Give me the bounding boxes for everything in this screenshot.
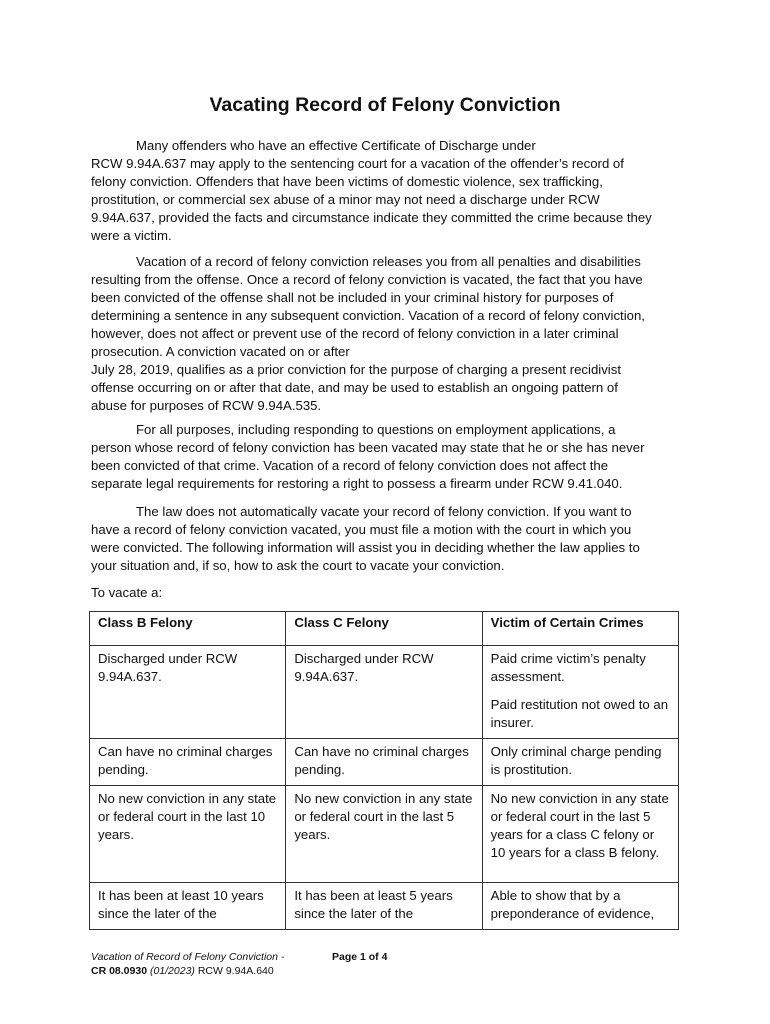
table-cell <box>286 883 482 930</box>
page-number: Page 1 of 4 <box>332 951 388 963</box>
paragraph-line: felony conviction. Offenders that have been victims of domestic violence, sex trafficking, <box>91 174 603 189</box>
table-cell <box>90 646 286 739</box>
cell-text: Discharged under RCW 9.94A.637. <box>98 651 238 684</box>
table-cell <box>90 786 286 883</box>
paragraph-line: For all purposes, including responding to questions on employment applications, a <box>136 422 616 437</box>
table-intro: To vacate a: <box>91 585 163 600</box>
paragraph-line: however, does not affect or prevent use of the record of felony conviction in a later criminal <box>91 326 619 341</box>
paragraph-line: person whose record of felony conviction has been vacated may state that he or she has never <box>91 440 645 455</box>
cell-text: It has been at least 5 years since the later of the <box>294 888 453 921</box>
paragraph-line: July 28, 2019, qualifies as a prior conviction for the purpose of charging a present recidivist <box>91 362 621 377</box>
paragraph-employment-applications <box>91 421 691 504</box>
paragraph-line: resulting from the offense. Once a record of felony conviction is vacated, the fact that you have <box>91 272 643 287</box>
table-cell <box>286 739 482 786</box>
paragraph-line: prosecution. A conviction vacated on or after <box>91 344 350 359</box>
footer-form-info <box>91 950 284 978</box>
paragraph-line: Many offenders who have an effective Certificate of Discharge under <box>136 138 536 153</box>
requirements-table <box>89 611 679 930</box>
cell-text: Can have no criminal charges pending. <box>294 744 469 777</box>
cell-text: Discharged under RCW 9.94A.637. <box>294 651 434 684</box>
table-row <box>90 739 679 786</box>
paragraph-line: prostitution, or commercial sex abuse of a minor may not need a discharge under RCW <box>91 192 600 207</box>
paragraph-line: your situation and, if so, how to ask the court to vacate your conviction. <box>91 558 505 573</box>
table-cell <box>482 739 678 786</box>
footer-form-code: CR 08.0930 <box>91 965 148 977</box>
cell-text: It has been at least 10 years since the later of the <box>98 888 264 921</box>
cell-text: Can have no criminal charges pending. <box>98 744 273 777</box>
cell-text: Paid restitution not owed to an insurer. <box>490 697 669 730</box>
table-cell <box>482 786 678 883</box>
paragraph-line: abuse for purposes of RCW 9.94A.535. <box>91 398 322 413</box>
table-cell <box>286 786 482 883</box>
paragraph-line: offense occurring on or after that date, and may be used to establish an ongoing pattern of <box>91 380 618 395</box>
paragraph-line: been convicted of the offense shall not be included in your criminal history for purposes of <box>91 290 614 305</box>
footer-form-title: Vacation of Record of Felony Conviction - <box>91 951 285 963</box>
table-cell <box>482 883 678 930</box>
paragraph-line: separate legal requirements for restoring a right to possess a firearm under RCW 9.41.040. <box>91 476 623 491</box>
table-row <box>90 883 679 930</box>
paragraph <box>91 421 691 493</box>
paragraph-how-to-vacate <box>91 503 691 586</box>
column-header-victim: Victim of Certain Crimes <box>482 612 678 646</box>
paragraph-line: have a record of felony conviction vacated, you must file a motion with the court in which you <box>91 522 632 537</box>
column-header-class-b: Class B Felony <box>90 612 286 646</box>
table-cell <box>286 646 482 739</box>
document-title: Vacating Record of Felony Conviction <box>209 94 561 116</box>
paragraph-line: The law does not automatically vacate your record of felony conviction. If you want to <box>136 504 632 519</box>
paragraph-line: determining a sentence in any subsequent conviction. Vacation of a record of felony conviction, <box>91 308 645 323</box>
paragraph-line: Vacation of a record of felony conviction releases you from all penalties and disabilities <box>136 254 641 269</box>
table-header-row <box>90 612 679 646</box>
paragraph-line: were convicted. The following information will assist you in deciding whether the law applies to <box>91 540 640 555</box>
cell-text: Only criminal charge pending is prostitution. <box>490 744 662 777</box>
table-row <box>90 646 679 739</box>
cell-text: No new conviction in any state or federal court in the last 5 years. <box>294 791 473 842</box>
paragraph-certificate-of-discharge <box>91 137 691 256</box>
paragraph-line: been convicted of that crime. Vacation of a record of felony conviction does not affect the <box>91 458 609 473</box>
footer-form-date: (01/2023) <box>149 965 195 977</box>
footer-form-statute: RCW 9.94A.640 <box>197 965 274 977</box>
paragraph-line: were a victim. <box>91 228 172 243</box>
table-cell <box>90 883 286 930</box>
paragraph <box>91 503 691 575</box>
table-cell <box>482 646 678 739</box>
paragraph <box>91 253 691 415</box>
paragraph <box>91 137 691 245</box>
footer-form-id <box>91 964 284 978</box>
cell-text: No new conviction in any state or federal court in the last 10 years. <box>98 791 277 842</box>
table-row <box>90 786 679 883</box>
paragraph-effects-of-vacation <box>91 253 691 426</box>
column-header-class-c: Class C Felony <box>286 612 482 646</box>
paragraph-line: RCW 9.94A.637 may apply to the sentencing court for a vacation of the offender’s record of <box>91 156 624 171</box>
paragraph-line: 9.94A.637, provided the facts and circumstance indicate they committed the crime because they <box>91 210 652 225</box>
table-cell <box>90 739 286 786</box>
cell-text: Able to show that by a preponderance of evidence, <box>490 888 655 921</box>
cell-text: No new conviction in any state or federal court in the last 5 years for a class C felony or 10 years for a class B felony. <box>490 791 669 860</box>
cell-text: Paid crime victim’s penalty assessment. <box>490 651 646 684</box>
